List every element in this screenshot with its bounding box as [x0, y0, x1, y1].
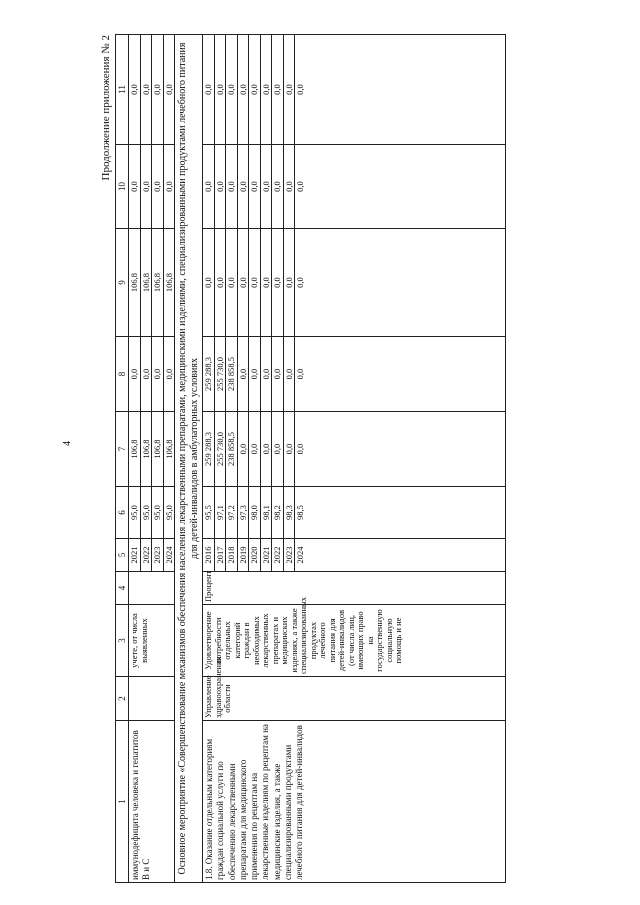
- table-cell: 106,8: [152, 412, 164, 486]
- table-cell: 0,0: [215, 35, 227, 144]
- col7-stack: [203, 412, 306, 486]
- table-cell: 106,8: [129, 412, 141, 486]
- table-cell: 0,0: [249, 229, 261, 336]
- table-cell: 0,0: [238, 145, 250, 228]
- column-number: 8: [116, 337, 129, 412]
- table-cell: 0,0: [203, 145, 215, 228]
- table-cell: 0,0: [141, 35, 153, 144]
- table-cell: 0,0: [261, 412, 273, 486]
- table-cell: 0,0: [129, 145, 141, 228]
- cell-indicator: учете, от числа выявленных: [129, 605, 175, 677]
- year-value: 2021: [261, 539, 273, 571]
- table-cell: 255 730,0: [215, 412, 227, 486]
- table-cell: 97,1: [215, 487, 227, 538]
- table-cell: 0,0: [203, 229, 215, 336]
- table-cell: 0,0: [261, 145, 273, 228]
- column-number-row: [116, 35, 129, 883]
- col8-stack: [129, 337, 174, 411]
- column-number: 6: [116, 487, 129, 539]
- year-stack: [203, 539, 306, 571]
- column-number: 4: [116, 572, 129, 605]
- table-cell: 0,0: [284, 35, 296, 144]
- table-cell: 106,8: [141, 229, 153, 336]
- year-value: 2023: [284, 539, 296, 571]
- table-cell: 0,0: [238, 337, 250, 411]
- table-cell: 0,0: [226, 35, 238, 144]
- table-row-1-8: [203, 35, 506, 883]
- section-row: [175, 35, 203, 883]
- cell-unit: Процент: [203, 572, 506, 605]
- table-cell: 0,0: [249, 145, 261, 228]
- column-number: 7: [116, 412, 129, 487]
- year-value: 2020: [249, 539, 261, 571]
- table-cell: 0,0: [215, 145, 227, 228]
- year-value: 2023: [152, 539, 164, 571]
- table-cell: 0,0: [238, 35, 250, 144]
- table-cell: 98,0: [249, 487, 261, 538]
- year-value: 2021: [129, 539, 141, 571]
- table-cell: 0,0: [152, 35, 164, 144]
- table-cell: 97,2: [226, 487, 238, 538]
- table-cell: 0,0: [163, 181, 174, 192]
- table-cell: 0,0: [163, 368, 174, 380]
- section-title: Основное мероприятие «Совершенствование механизмов обеспечения населения лекарственными препаратами, медицинскими изделиями, специализированными продуктами лечебного питания для детей-инвалидов в амбулаторных условиях: [175, 35, 203, 883]
- table-cell: 106,8: [129, 229, 141, 336]
- col9-stack: [129, 229, 174, 336]
- table-cell: 0,0: [141, 337, 153, 411]
- table-cell: 0,0: [203, 35, 215, 144]
- col11-stack: [203, 35, 306, 144]
- col11-stack: [129, 35, 174, 144]
- table-cell: 0,0: [272, 337, 284, 411]
- table-cell: 0,0: [238, 412, 250, 486]
- table-cell: 0,0: [284, 229, 296, 336]
- year-value: 2017: [215, 539, 227, 571]
- table-cell: 0,0: [295, 84, 306, 95]
- column-number: 10: [116, 145, 129, 229]
- table-cell: 0,0: [152, 145, 164, 228]
- table-cell: 0,0: [284, 412, 296, 486]
- table-cell: 259 288,3: [203, 337, 215, 411]
- cell-unit: [129, 572, 175, 605]
- col6-stack: [129, 487, 174, 538]
- table-cell: 0,0: [284, 337, 296, 411]
- program-table: [115, 34, 506, 883]
- column-number: 1: [116, 721, 129, 883]
- table-cell: 0,0: [295, 443, 306, 455]
- table-cell: 0,0: [249, 412, 261, 486]
- col10-stack: [129, 145, 174, 228]
- table-cell: 98,2: [272, 487, 284, 538]
- year-stack: [129, 539, 174, 571]
- table-cell: 0,0: [215, 229, 227, 336]
- table-cell: 0,0: [226, 229, 238, 336]
- table-cell: 0,0: [295, 277, 306, 288]
- table-cell: 0,0: [295, 368, 306, 380]
- table-cell: 0,0: [249, 35, 261, 144]
- table-cell: 255 730,0: [215, 337, 227, 411]
- table-cell: 95,5: [203, 487, 215, 538]
- year-value: 2018: [226, 539, 238, 571]
- table-cell: 0,0: [163, 84, 174, 95]
- cell-responsible: [129, 677, 175, 721]
- year-value: 2022: [272, 539, 284, 571]
- table-cell: 0,0: [272, 145, 284, 228]
- col9-stack: [203, 229, 306, 336]
- table-cell: 95,0: [129, 487, 141, 538]
- cell-event-name: 1.8. Оказание отдельным категориям граждан социальной услуги по обеспечению лекарственными препаратами для медицинского применения по рецептам на лекарственные изделиям по рецептам на медицинские изделия, а также специализированными продуктами лечебного питания для детей-инвалидов: [203, 721, 506, 883]
- table-cell: 95,0: [141, 487, 153, 538]
- table-cell: 238 858,5: [226, 337, 238, 411]
- year-value: 2019: [238, 539, 250, 571]
- table-cell: 0,0: [226, 145, 238, 228]
- col10-stack: [203, 145, 306, 228]
- page-number: 4: [62, 441, 73, 446]
- table-cell: 0,0: [261, 35, 273, 144]
- year-value: 2016: [203, 539, 215, 571]
- cell-responsible: Управление здравоохранения области: [203, 677, 506, 721]
- table-cell: 238 858,5: [226, 412, 238, 486]
- table-cell: 106,8: [152, 229, 164, 336]
- table-cell: 0,0: [129, 35, 141, 144]
- table-cell: 106,8: [141, 412, 153, 486]
- col6-stack: [203, 487, 306, 538]
- table-cell: 0,0: [272, 229, 284, 336]
- table-cell: 0,0: [272, 35, 284, 144]
- table-cell: 98,1: [261, 487, 273, 538]
- cell-event-name: иммунодефицита человека и гепатитов В и С: [129, 721, 175, 883]
- table-cell: 0,0: [284, 145, 296, 228]
- rotated-page: [98, 35, 608, 883]
- table-cell: 0,0: [295, 181, 306, 192]
- table-cell: 98,3: [284, 487, 296, 538]
- year-value: 2024: [163, 546, 174, 564]
- table-cell: 0,0: [249, 337, 261, 411]
- column-number: 2: [116, 677, 129, 721]
- table-cell: 0,0: [129, 337, 141, 411]
- table-cell: 0,0: [272, 412, 284, 486]
- table-cell: 106,8: [163, 272, 174, 293]
- table-cell: 0,0: [238, 229, 250, 336]
- col7-stack: [129, 412, 174, 486]
- table-cell: 106,8: [163, 439, 174, 459]
- continuation-title: Продолжение приложения № 2: [100, 35, 112, 181]
- col8-stack: [203, 337, 306, 411]
- column-number: 11: [116, 35, 129, 145]
- column-number: 3: [116, 605, 129, 677]
- column-number: 5: [116, 539, 129, 572]
- cell-indicator: Удовлетворение потребности отдельных категорий граждан в необходимых лекарственных препаратах и медицинских изделиях, а также специализированных продуктах лечебного питания для детей-инвалидов (от числа лиц, имеющих право на государственную социальную помощь и не: [203, 605, 506, 677]
- table-cell: 98,5: [295, 505, 306, 520]
- table-cell: 259 288,3: [203, 412, 215, 486]
- year-value: 2024: [295, 546, 306, 564]
- table-row-hiv: [129, 35, 175, 883]
- table-cell: 0,0: [152, 337, 164, 411]
- year-value: 2022: [141, 539, 153, 571]
- table-cell: 0,0: [141, 145, 153, 228]
- table-cell: 0,0: [261, 229, 273, 336]
- table-cell: 97,3: [238, 487, 250, 538]
- table-cell: 95,0: [152, 487, 164, 538]
- table-cell: 0,0: [261, 337, 273, 411]
- table-cell: 95,0: [163, 505, 174, 520]
- column-number: 9: [116, 229, 129, 337]
